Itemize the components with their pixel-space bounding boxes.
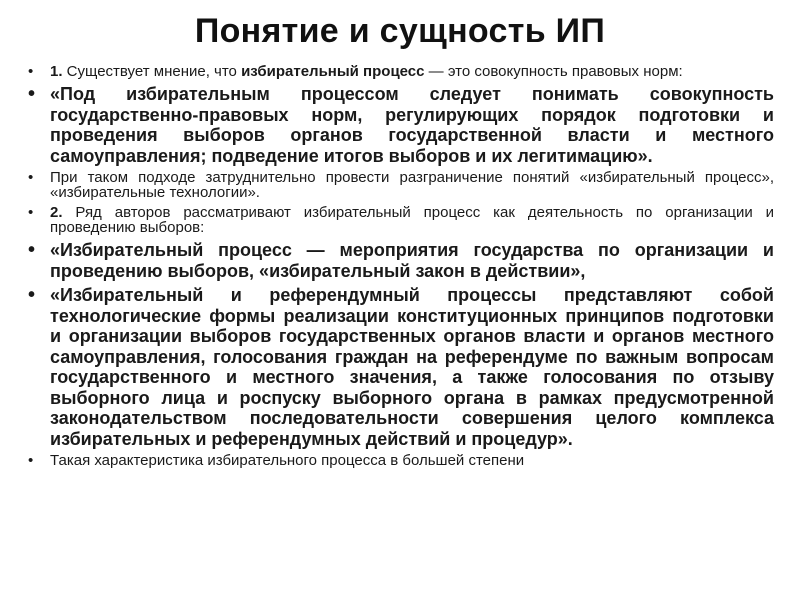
- list-item: [26, 285, 774, 449]
- list-item: [26, 453, 774, 468]
- item-term: избирательный процесс: [241, 63, 425, 80]
- list-item: [26, 170, 774, 200]
- list-item: [26, 84, 774, 166]
- list-item: [26, 240, 774, 281]
- item-text: «Под избирательным процессом следует понимать совокупность государственно-правовых норм, регулирующих порядок подготовки и проведения выборов органов государственной власти и местного самоуправления; подведение итогов выборов и их легитимацию».: [50, 84, 774, 166]
- list-item: [26, 205, 774, 235]
- item-text: Такая характеристика избирательного процесса в большей степени: [50, 452, 525, 469]
- item-text: При таком подходе затруднительно провести разграничение понятий «избирательный процесс», «избирательные технологии».: [50, 169, 774, 201]
- item-number: 2.: [50, 204, 63, 221]
- list-item: [26, 64, 774, 79]
- item-text: — это совокупность правовых норм:: [424, 63, 683, 80]
- item-text: Существует мнение, что: [62, 63, 242, 80]
- slide-title: Понятие и сущность ИП: [194, 12, 606, 50]
- item-text: Ряд авторов рассматривают избирательный процесс как деятельность по организации и проведению выборов:: [50, 204, 774, 236]
- slide-content: [26, 64, 774, 473]
- item-number: 1.: [50, 63, 63, 80]
- item-text: «Избирательный процесс — мероприятия государства по организации и проведению выборов, «избирательный закон в действии»,: [50, 240, 774, 281]
- item-text: «Избирательный и референдумный процессы представляют собой технологические формы реализации конституционных принципов подготовки и организации выборов государственных органов власти и органов местного самоуправления, голосования граждан на референдуме по важным вопросам государственного и местного значения, а также голосования по отзыву выборного лица и роспуску выборного органа в рамках предусмотренной законодательством последовательности совершения целого комплекса избирательных и референдумных действий и процедур».: [50, 285, 774, 449]
